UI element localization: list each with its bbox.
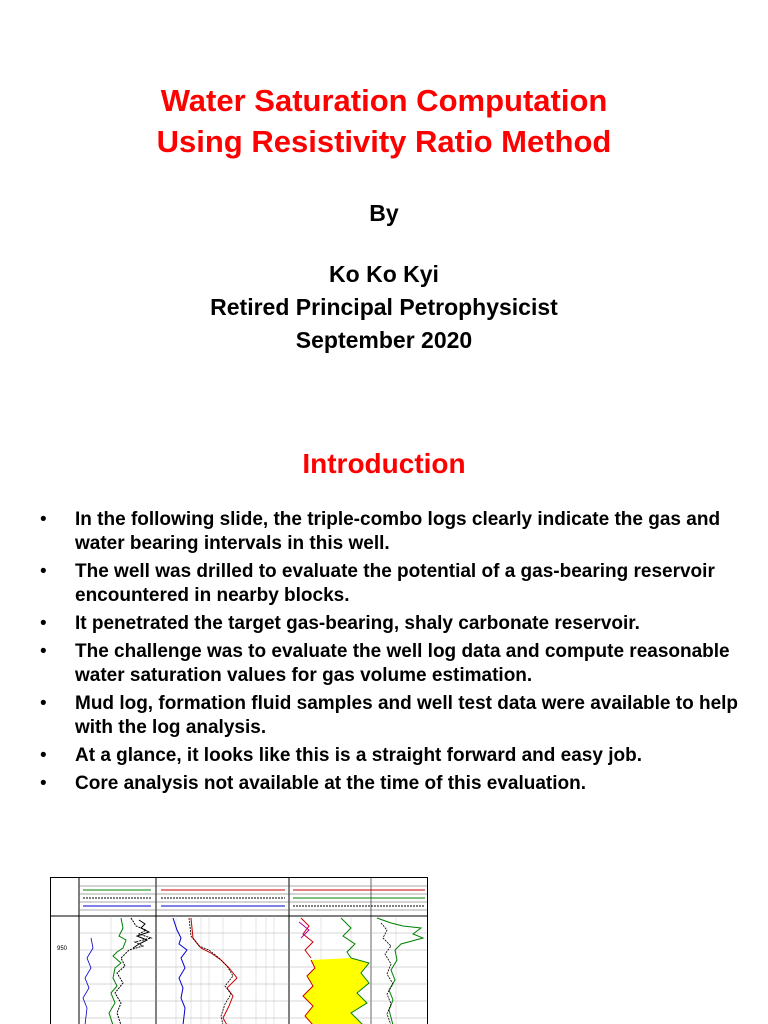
- bullet-text: In the following slide, the triple-combo logs clearly indicate the gas and water bearing intervals in this well.: [75, 509, 721, 554]
- triple-combo-log-image: [50, 877, 428, 1024]
- bullet-icon: •: [40, 509, 47, 530]
- depth-label: 950: [57, 946, 68, 952]
- bullet-item: [40, 744, 740, 768]
- bullet-item: [40, 560, 740, 608]
- bullet-item: [40, 640, 740, 688]
- title-line-1: Water Saturation Computation: [160, 83, 608, 118]
- bullet-list: [40, 508, 740, 800]
- author-name: Ko Ko Kyi: [329, 261, 439, 287]
- bullet-text: At a glance, it looks like this is a straight forward and easy job.: [75, 745, 642, 766]
- author-role: Retired Principal Petrophysicist: [210, 294, 558, 320]
- bullet-text: The challenge was to evaluate the well log data and compute reasonable water saturation values for gas volume estimation.: [75, 641, 730, 686]
- bullet-icon: •: [40, 693, 47, 714]
- bullet-item: [40, 508, 740, 556]
- slide-title: [0, 80, 768, 162]
- bullet-icon: •: [40, 641, 47, 662]
- bullet-text: Core analysis not available at the time of this evaluation.: [75, 773, 587, 794]
- bullet-text: Mud log, formation fluid samples and well test data were available to help with the log analysis.: [75, 693, 739, 738]
- author-block: [0, 258, 768, 357]
- bullet-icon: •: [40, 773, 47, 794]
- byline: By: [369, 200, 399, 226]
- bullet-text: It penetrated the target gas-bearing, shaly carbonate reservoir.: [75, 613, 640, 634]
- bullet-item: [40, 772, 740, 796]
- log-plot-graphic: [51, 878, 428, 1024]
- section-title: Introduction: [302, 448, 466, 479]
- bullet-icon: •: [40, 561, 47, 582]
- bullet-item: [40, 692, 740, 740]
- bullet-item: [40, 612, 740, 636]
- bullet-text: The well was drilled to evaluate the potential of a gas-bearing reservoir encountered in nearby blocks.: [75, 561, 715, 606]
- presentation-date: September 2020: [295, 327, 473, 353]
- bullet-icon: •: [40, 613, 47, 634]
- bullet-icon: •: [40, 745, 47, 766]
- title-line-2: Using Resistivity Ratio Method: [156, 124, 612, 159]
